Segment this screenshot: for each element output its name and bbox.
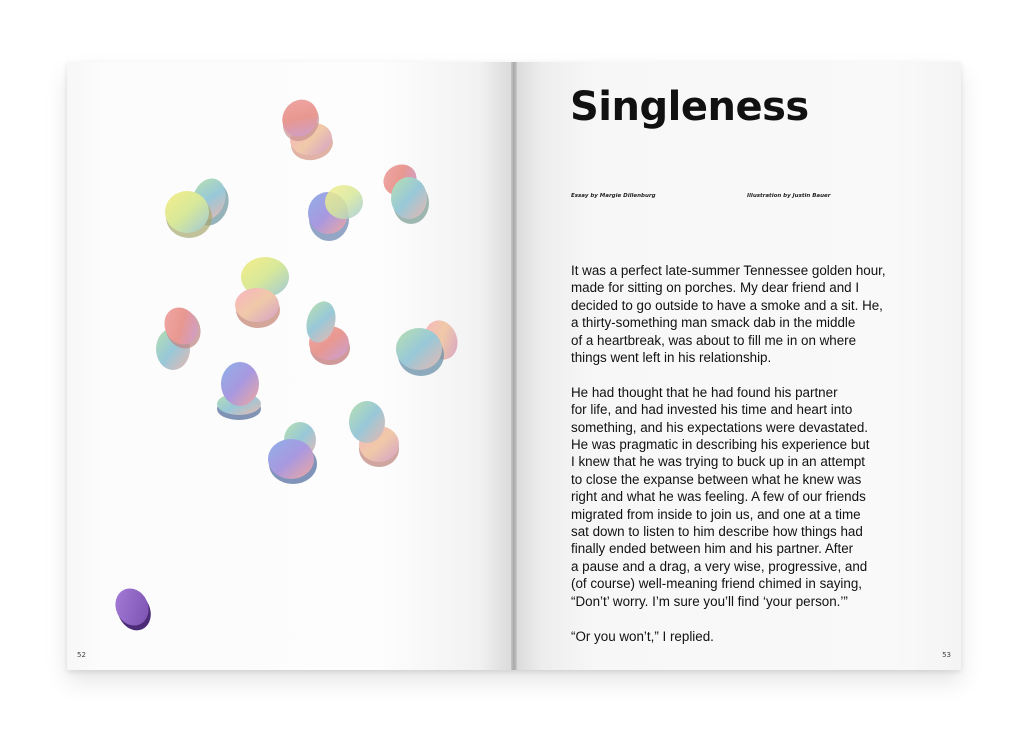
- text-line: to close the expanse between what he knew was: [571, 471, 862, 487]
- pill-group: [268, 422, 317, 484]
- text-line: It was a perfect late-summer Tennessee golden hour,: [571, 263, 886, 278]
- pill-group: [378, 159, 429, 224]
- iridescent-pills-illustration: [67, 62, 514, 670]
- text-line: I knew that he was trying to buck up in an attempt: [571, 454, 866, 470]
- text-line: for life, and had invested his time and heart into: [571, 402, 853, 418]
- pill-group: [217, 362, 261, 420]
- text-line: “Or you won’t,” I replied.: [571, 628, 714, 644]
- text-line: of a heartbreak, was about to fill me in on where: [571, 332, 857, 348]
- pill-group: [156, 302, 207, 370]
- text-line: right and what he was feeling. A few of our friends: [571, 489, 866, 505]
- paragraph: [571, 262, 951, 366]
- pill-group: [275, 93, 335, 164]
- pill-group: [396, 316, 463, 376]
- pill-group: [302, 298, 350, 365]
- page-number-left: 52: [77, 651, 86, 659]
- paragraph: [571, 628, 951, 645]
- text-line: made for sitting on porches. My dear friend and I: [571, 280, 860, 296]
- essay-credit: Essay by Margie Dillenburg: [571, 193, 656, 199]
- pill-group: [308, 185, 363, 241]
- article-body: [571, 262, 951, 662]
- page-number-right: 53: [942, 651, 951, 659]
- illustration-credit: Illustration by Justin Bauer: [747, 193, 831, 199]
- pill-group: [349, 401, 399, 467]
- text-line: He had thought that he had found his partner: [571, 384, 838, 400]
- article-title: Singleness: [570, 84, 809, 130]
- left-page: [67, 62, 514, 670]
- right-page: [514, 62, 961, 670]
- text-line: something, and his expectations were devastated.: [571, 419, 869, 435]
- text-line: “Don’t’ worry. I’m sure you’ll find ‘your person.’”: [571, 593, 848, 609]
- text-line: decided to go outside to have a smoke and a sit. He,: [571, 297, 883, 313]
- text-line: He was pragmatic in describing his experience but: [571, 437, 870, 453]
- text-line: migrated from inside to join us, and one at a time: [571, 506, 861, 522]
- magazine-spread: [67, 62, 961, 670]
- purple-pill: [109, 583, 156, 636]
- pill-group: [165, 174, 234, 238]
- paragraph: [571, 384, 951, 610]
- book-spine-shadow: [511, 62, 517, 670]
- pill-group: [235, 257, 289, 328]
- text-line: sat down to listen to him describe how things had: [571, 524, 863, 540]
- text-line: things went left in his relationship.: [571, 350, 772, 366]
- text-line: (of course) well-meaning friend chimed in saying,: [571, 576, 863, 592]
- text-line: a thirty-something man smack dab in the middle: [571, 315, 856, 331]
- text-line: finally ended between him and his partner. After: [571, 541, 854, 557]
- text-line: a pause and a drag, a very wise, progressive, and: [571, 558, 868, 574]
